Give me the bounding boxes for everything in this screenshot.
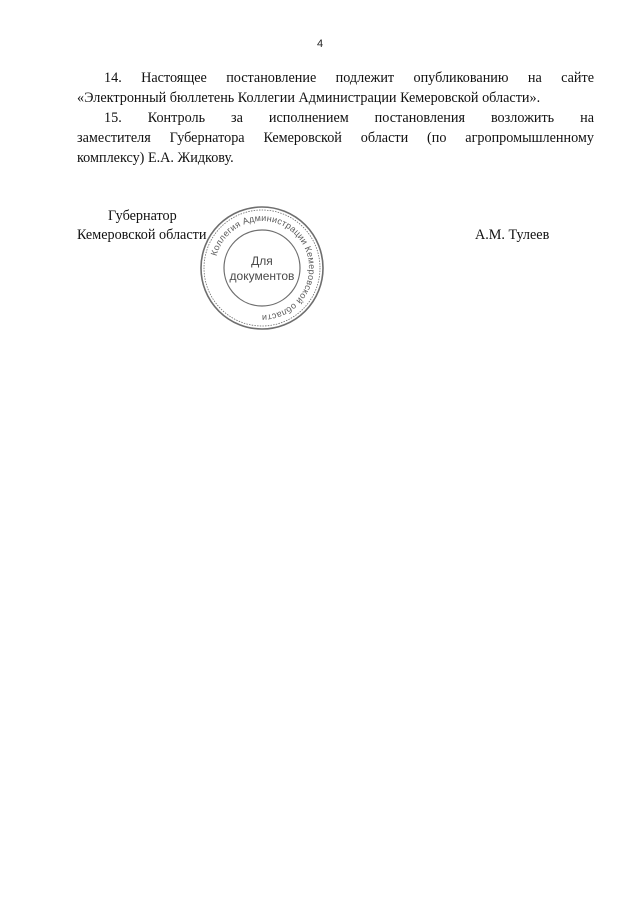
paragraph-line: заместителя Губернатора Кемеровской области (по агропромышленному [77, 130, 594, 146]
signatory-title-line1: Губернатор [108, 208, 177, 224]
stamp-center-line2: документов [229, 269, 295, 283]
stamp-outer-ring [201, 207, 323, 329]
paragraph-line: «Электронный бюллетень Коллегии Администрации Кемеровской области». [77, 90, 541, 106]
official-stamp [199, 205, 325, 331]
stamp-center-line1: Для [251, 254, 273, 268]
paragraph-15 [77, 108, 594, 168]
signatory-name: А.М. Тулеев [475, 227, 550, 243]
paragraph-line: 14. Настоящее постановление подлежит опубликованию на сайте [104, 70, 594, 86]
paragraph-14 [77, 68, 594, 108]
stamp-inner-ring [224, 230, 300, 306]
paragraph-line: комплексу) Е.А. Жидкову. [77, 150, 234, 166]
stamp-dotted-ring [204, 210, 320, 326]
signatory-title-line2: Кемеровской области [77, 227, 207, 243]
page-number: 4 [316, 38, 324, 50]
paragraph-line: 15. Контроль за исполнением постановления возложить на [104, 110, 594, 126]
stamp-ring-text: Коллегия Администрации Кемеровской области [208, 212, 318, 324]
